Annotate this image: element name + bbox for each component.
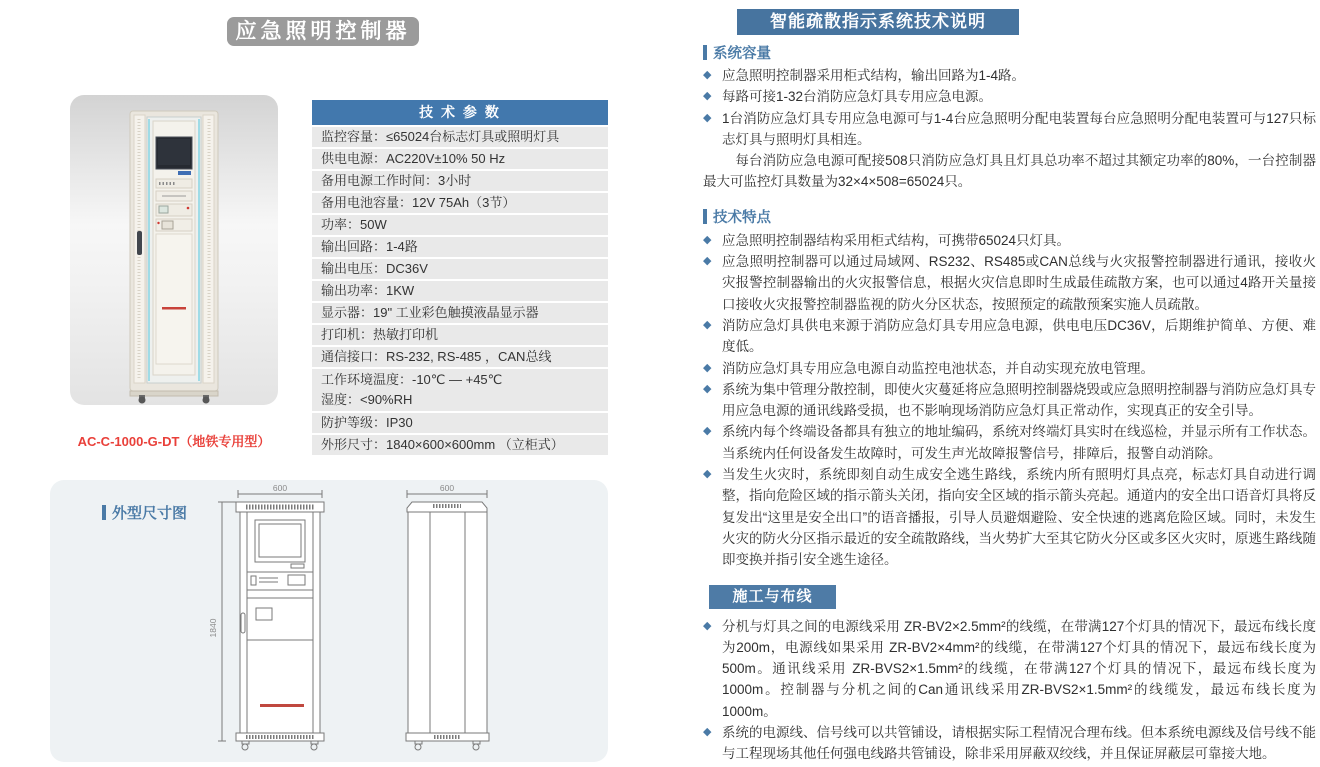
table-row: 备用电源工作时间：3小时 [312,171,608,191]
heading-bar [703,209,707,224]
right-column-title: 智能疏散指示系统技术说明 [737,9,1019,35]
cabinet-outline-drawing [50,480,608,762]
table-row: 监控容量：≤65024台标志灯具或照明灯具 [312,127,608,147]
page-title: 应急照明控制器 [227,17,419,46]
model-caption: AC-C-1000-G-DT（地铁专用型） [77,434,271,449]
table-row: 防护等级：IP30 [312,413,608,433]
diamond-bullet-icon: ◆ [703,726,712,739]
list-item: ◆ 系统的电源线、信号线可以共管铺设，请根据实际工程情况合理布线。但本系统电源线及信号线不能与工程现场其他任何强电线路共管铺设，除非采用屏蔽双绞线，并且保证屏蔽层可靠接大地。 [703,722,1316,765]
features-list [703,230,1316,571]
caster-wheel [203,397,210,404]
diamond-bullet-icon: ◆ [703,425,712,438]
dim-label-height: 1840 [208,618,218,638]
table-row: 工作环境温度：-10℃ — +45℃ 湿度：<90%RH [312,369,608,411]
dim-label-side-width: 600 [439,483,455,493]
table-row: 打印机：热敏打印机 [312,325,608,345]
diamond-bullet-icon: ◆ [703,111,712,124]
section-heading-capacity: 系统容量 [703,43,1316,61]
dim-label-front-width: 600 [272,483,288,493]
table-header: 技 术 参 数 [312,100,608,125]
heading-bar [703,45,707,60]
list-item: ◆ 系统为集中管理分散控制，即使火灾蔓延将应急照明控制器烧毁或应急照明控制器与消防应急灯具专用应急电源的通讯线路受损，也不影响现场消防应急灯具正常动作，实现真正的安全引导。 [703,379,1316,422]
table-row: 输出电压：DC36V [312,259,608,279]
dimension-drawing-panel [50,480,608,762]
table-row: 功率：50W [312,215,608,235]
diamond-bullet-icon: ◆ [703,318,712,331]
table-row: 输出功率：1KW [312,281,608,301]
table-row: 外形尺寸：1840×600×600mm （立柜式） [312,435,608,455]
list-item: ◆ 应急照明控制器结构采用柜式结构，可携带65024只灯具。 [703,230,1316,251]
list-item: ◆ 分机与灯具之间的电源线采用 ZR-BV2×2.5mm²的线缆，在带满127个灯具的情况下，最远布线长度为200m，电源线如果采用 ZR-BV2×4mm²的线缆，在带满127个灯具的情况下，最远布线长度为500m。通讯线采用 ZR-BVS2×1.5mm²的线缆，在带满127个灯具的情况下，最远布线长度为1000m。控制器与分机之间的Can通讯线采用ZR-BVS2×1.5mm²的线缆发，最远布线长度为1000m。 [703,616,1316,722]
capacity-list [703,65,1316,150]
diamond-bullet-icon: ◆ [703,255,712,268]
diamond-bullet-icon: ◆ [703,90,712,103]
list-item: ◆ 系统内每个终端设备都具有独立的地址编码，系统对终端灯具实时在线巡检，并显示所有工作状态。当系统内任何设备发生故障时，可发生声光故障报警信号，排障后，报警自动消除。 [703,421,1316,464]
table-row: 供电电源：AC220V±10% 50 Hz [312,149,608,169]
section-heading-features: 技术特点 [703,208,1316,226]
list-item: ◆ 消防应急灯具专用应急电源自动监控电池状态，并自动实现充放电管理。 [703,358,1316,379]
table-row: 备用电池容量：12V 75Ah（3节） [312,193,608,213]
list-item: ◆ 当发生火灾时，系统即刻自动生成安全逃生路线，系统内所有照明灯具点亮，标志灯具自动进行调整，指向危险区域的指示箭头关闭，指向安全区域的指示箭头亮起。通道内的安全出口语音灯具将反复发出“这里是安全出口”的语音播报，引导人员避烟避险、安全快速的逃离危险区域。同时，未发生火灾的防火分区指示最近的安全疏散路线，当火势扩大至其它防火分区或多区火灾时，原逃生路线随即变换并指引安全逃生途径。 [703,464,1316,570]
diamond-bullet-icon: ◆ [703,468,712,481]
capacity-note: 每台消防应急电源可配接508只消防应急灯具且灯具总功率不超过其额定功率的80%，一台控制器最大可监控灯具数量为32×4×508=65024只。 [703,153,1316,190]
drawing-heading: 外型尺寸图 [102,502,187,523]
diamond-bullet-icon: ◆ [703,619,712,632]
tech-spec-table [312,100,608,455]
list-item: ◆ 每路可接1-32台消防应急灯具专用应急电源。 [703,86,1316,107]
diamond-bullet-icon: ◆ [703,361,712,374]
list-item: ◆ 应急照明控制器可以通过局域网、RS232、RS485或CAN总线与火灾报警控制器进行通讯，接收火灾报警控制器输出的火灾报警信息，根据火灾信息即时生成最佳疏散方案，也可以通过4路开关量接口接收火灾报警控制器监视的防火分区状态，按照预定的疏散预案实施人员疏散。 [703,251,1316,315]
product-photo [70,95,278,405]
diamond-bullet-icon: ◆ [703,382,712,395]
diamond-bullet-icon: ◆ [703,233,712,246]
brand-mark [162,307,186,310]
list-item: ◆ 消防应急灯具供电来源于消防应急灯具专用应急电源，供电电压DC36V，后期维护简单、方便、难度低。 [703,315,1316,358]
section-heading-wiring: 施工与布线 [709,585,836,609]
table-row: 输出回路：1-4路 [312,237,608,257]
tech-description-column [703,0,1316,765]
diamond-bullet-icon: ◆ [703,69,712,81]
cabinet-photo-illustration [70,95,278,405]
list-item: ◆ 应急照明控制器采用柜式结构，输出回路为1-4路。 [703,65,1316,86]
table-row: 显示器：19" 工业彩色触摸液晶显示器 [312,303,608,323]
wiring-list [703,616,1316,765]
list-item: ◆ 1台消防应急灯具专用应急电源可与1-4台应急照明分配电装置每台应急照明分配电装置可与127只标志灯具与照明灯具相连。 [703,108,1316,151]
caster-wheel [139,397,146,404]
door-handle [137,231,142,255]
table-row: 通信接口：RS-232, RS-485 ，CAN总线 [312,347,608,367]
